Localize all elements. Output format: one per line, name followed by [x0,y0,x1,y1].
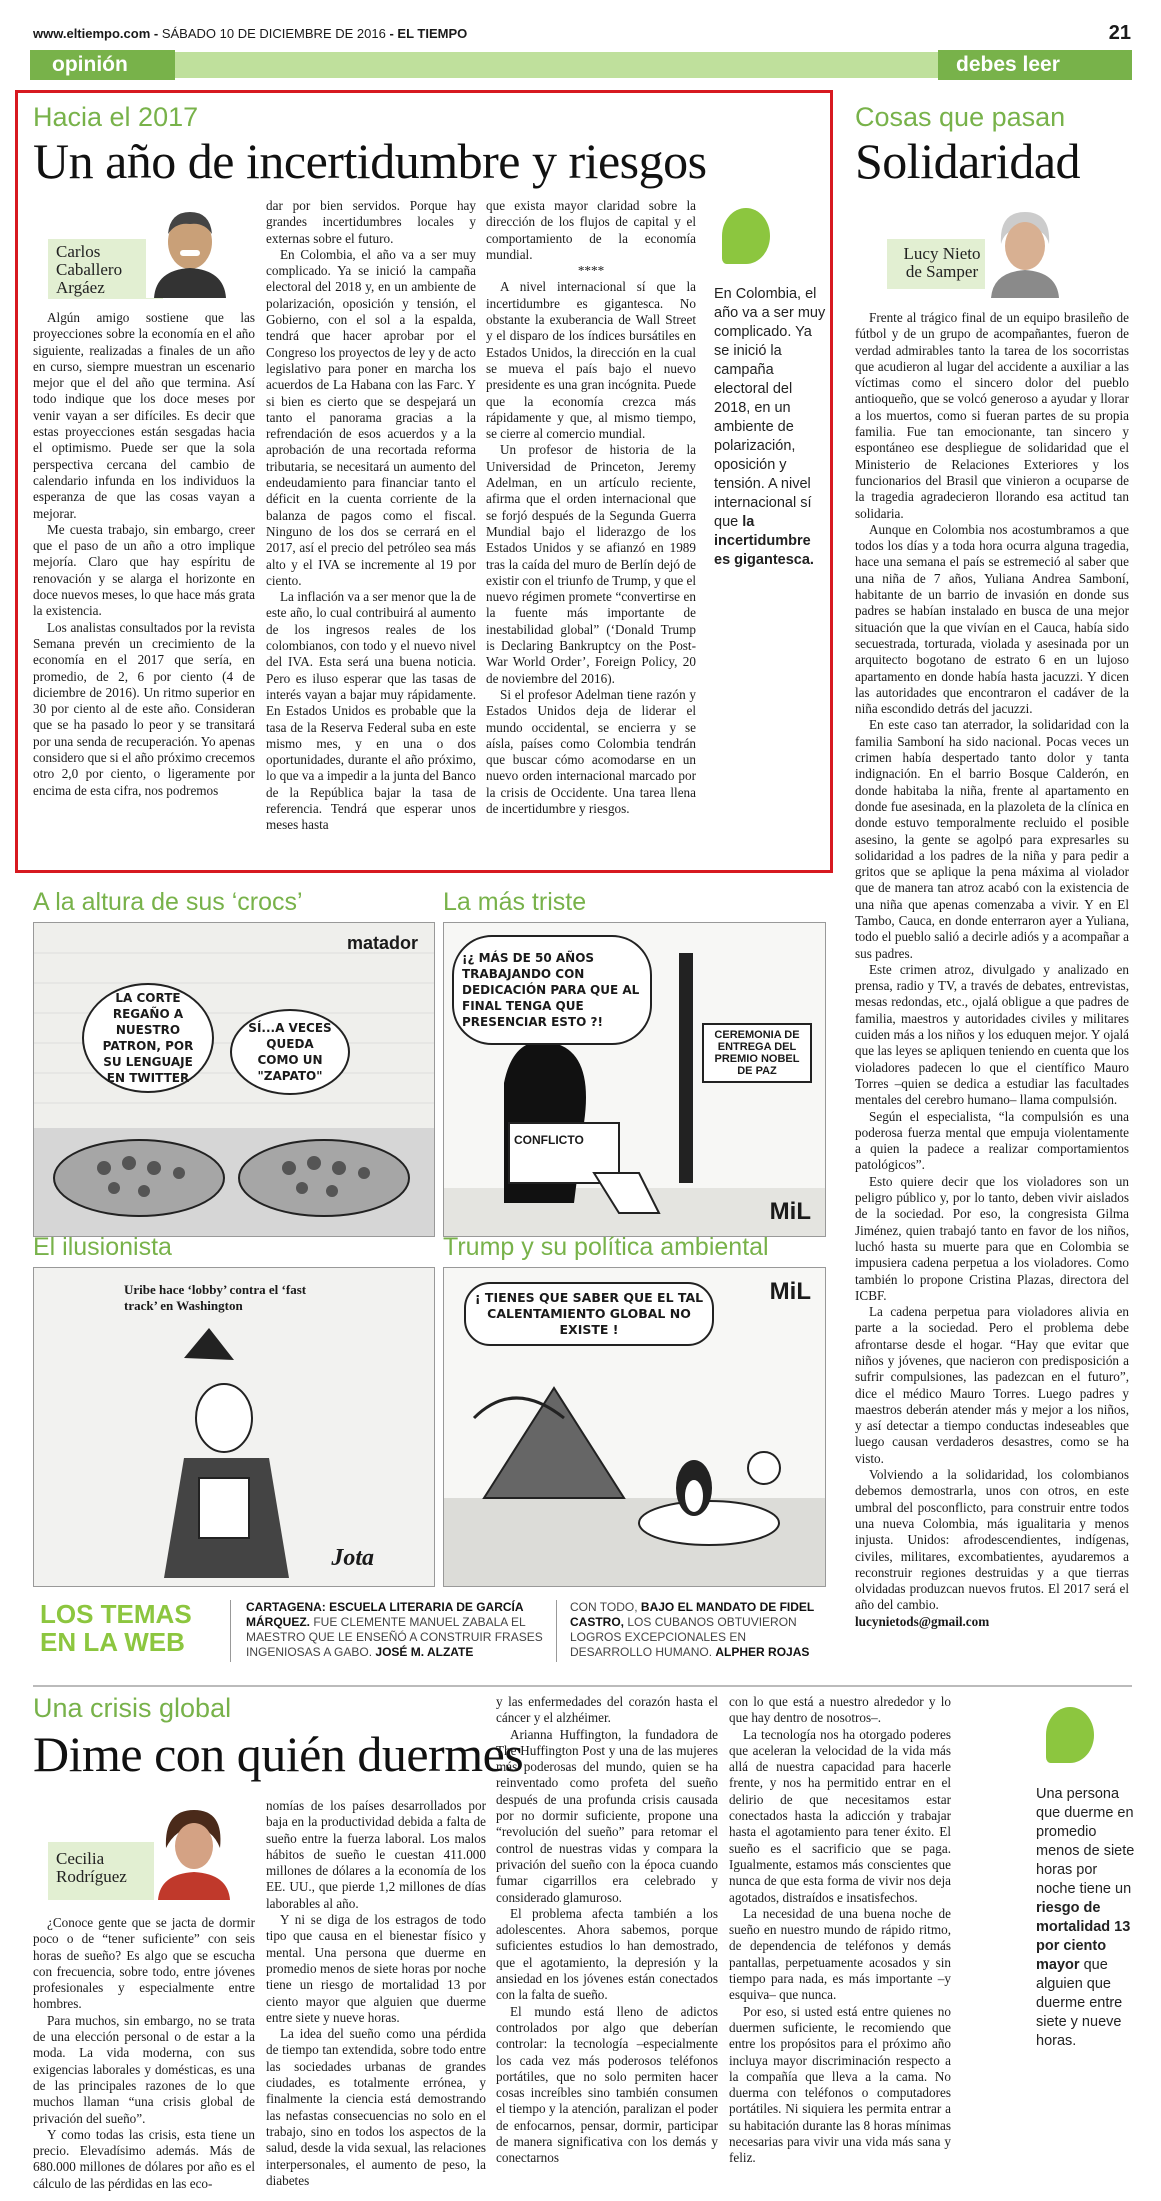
article3-column-3 [496,1694,718,2167]
paragraph: Arianna Huffington, la fundadora de The Huffington Post y una de las mujeres más poderosas del mundo, quien se ha reinventado como profeta del sueño después de una profunda crisis causada por no dormir suficiente, propone una “revolución del sueño” para retomar el control de nuestras vidas y compara la privación del sueño con la época cuando fumar cigarrillos era celebrado y considerado glamuroso. [496,1726,718,1905]
web-topic-link-2[interactable] [570,1600,825,1660]
cartoonist-signature: matador [346,933,418,953]
topic-author: JOSÉ M. ALZATE [375,1645,474,1659]
section-rule [33,1685,1132,1687]
paragraph: En este caso tan aterrador, la solidaridad con la familia Samboní ha sido nacional. Pocas veces un crimen había despertado tanto dolor y tanta indignación. En el barrio Bosque Calderón, en donde habitaba la niña, frente al apartamento en donde fue asesinada, en la plazoleta de la clínica en donde estuvo temporalmente recluido el posible asesino, la gente se agolpó para expresarles su solidaridad a los padres de la niña y para pedir a gritos que se aplique la pena máxima al violador que de manera tan atroz acabó con la existencia de una niña que apenas comenzaba a vivir. Y en El Tambo, Cauca, en donde enterraron ayer a Yuliana, todo el pueblo salió a decirle adiós y a acompañar a sus padres. [855,717,1129,961]
article3-column-1 [33,1915,255,2192]
cartoon-ilusionista [33,1267,435,1587]
paragraph: Me cuesta trabajo, sin embargo, creer que el paso de un año a otro implique mejoría. Claro que hay espíritu de renovación y se alarga el horizonte en doce nuevos meses, lo que hace más grata la existencia. [33,521,255,619]
topic-headline: CARTAGENA: ESCUELA LITERARIA DE GARCÍA MÁRQUEZ. [246,1600,524,1629]
pull-quote-text: que alguien que duerme entre siete y nueve horas. [1036,1957,1123,2049]
paragraph: Esto quiere decir que los violadores son un peligro público y, por lo tanto, deben vivir aislados de la sociedad. Por eso, la congresista Gilma Jiménez, quien trabajó tanto en favor de los niños, luchó hasta su muerte para que en Colombia se impusiera cadena perpetua a los violadores. Como también lo propone Cristina Plazas, directora del ICBF. [855,1173,1129,1303]
speech-bubble: SÍ...A VECES QUEDA COMO UN "ZAPATO" [230,1009,350,1095]
paragraph: En Colombia, el año va a ser muy complicado. Ya se inició la campaña electoral del 2018 y, en un ambiente de polarización, oposición y tensión, el Gobierno, con el sol a la espalda, tendrá que hacer aprobar por el Congreso los proyectos de ley y de acto legislativo para poner en marcha los acuerdos de La Habana con las Farc. Y si bien es cierto que se despejará un tanto el panorama gracias a la refrendación de esos acuerdos y a la aprobación de una recortada reforma tributaria, se necesitará un aumento del endeudamiento para financiar tanto el déficit en la cuenta corriente de la balanza de pagos como el fiscal. Ninguno de los dos se cerrará en el 2017, así el precio del petróleo sea más alto y el IVA se incremente al 19 por ciento. [266,246,476,588]
author-portrait-icon [146,198,230,298]
cartoon1-title: A la altura de sus ‘crocs’ [33,888,303,916]
paragraph: Un profesor de historia de la Universidad de Princeton, Jeremy Adelman, en un artículo reciente, afirma que el orden internacional que se forjó después de la Segunda Guerra Mundial bajo el liderazgo de los Estados Unidos y se afianzó en 1989 tras la caída del muro de Berlín dejó de existir con el triunfo de Trump, y que el nuevo régimen promete “convertirse en la fuente más importante de inestabilidad global” (‘Donald Trump is Declaring Bankruptcy on the Post-War World Order’, Foreign Policy, 20 de noviembre del 2016). [486,442,696,686]
web-topic-link-1[interactable] [246,1600,546,1660]
article1-kicker: Hacia el 2017 [33,102,199,132]
paragraph: Frente al trágico final de un equipo brasileño de fútbol y de un grupo de acompañantes, fueron de verdad admirables tanto la tarea de los socorristas que acudieron al lugar del accidente a auxiliar a las víctimas como el sincero dolor del pueblo antioqueño, que se volcó generoso a ayudar y llorar a los muertos, como si fueran partes de su propia familia. Fue tan emocionante, tan sincero y espontáneo ese despliegue de solidaridad que el Ministerio de Relaciones Exteriores y los funcionarios del Brasil que vinieron a ocuparse de la tragedia agradecieron llorando esa actitud tan solidaria. [855,310,1129,521]
paragraph: Este crimen atroz, divulgado y analizado en prensa, radio y TV, a través de debates, entrevistas, mesas redondas, etc., ojalá obligue a que padres de familia, maestros y autoridades civiles y militares cuiden más a los niños y los eduquen mejor. Y ojalá que las leyes se apliquen teniendo en cuenta que los violadores padecen lo que el científico Mauro Torres –quien se dedica a estudiar las facultades mentales del cerebro humano– llama compulsión. [855,961,1129,1108]
paragraph: Los analistas consultados por la revista Semana prevén un crecimiento de la economía en el 2017 que sería, en promedio, de 2, 6 por ciento (4 de diciembre de 2016). Un ritmo superior en 30 por ciento al de este año. Consideran que se ha pasado lo peor y se transitará por una senda de recuperación. Yo apenas considero que si el año próximo crecemos otro 2,0 por ciento, o ligeramente por encima de esta cifra, nos podremos [33,619,255,798]
cartoon2-title: La más triste [443,888,587,916]
crocs-drawing [34,923,434,1236]
pull-quote-bold: la incertidumbre es gigantesca. [714,514,814,568]
pull-quote-bold: riesgo de mortalidad 13 por ciento mayor [1036,1900,1131,1973]
page-number: 21 [1108,22,1131,44]
ilusionista-drawing [34,1268,434,1586]
author3-photo [154,1798,232,1900]
cartoonist-signature: MiL [769,1198,811,1225]
article2-body [855,310,1129,1630]
paragraph: Algún amigo sostiene que las proyecciones sobre la economía en el año siguiente, realizadas a finales de un año en curso, siempre muestran un escenario mejor que el del año que termina. Así todo indique que los doce meses por venir vayan a ser difíciles. Es decir que estas proyecciones están sesgadas hacia el optimismo. Puede ser que la sola perspectiva cercana del cambio de calendario infunda en los individuos la esperanza de que las cosas vayan a mejorar. [33,310,255,521]
web-topics-label: LOS TEMAS EN LA WEB [40,1599,192,1657]
paragraph: La cadena perpetua para violadores alivia en parte a la sociedad. Pero el problema debe afrontarse desde el hogar. “Hay que evitar que niños y jóvenes, que nacieron con predisposición a sufrir compulsiones, las padezcan en el futuro”, dice el médico Mauro Torres. Luego padres y maestros deberán atender más y mejor a los niños, y así detectar a tiempo conductas indeseables que luego causan verdaderos desastres, como se ha visto. [855,1304,1129,1466]
cartoon-caption: Uribe hace ‘lobby’ contra el ‘fast track’ en Washington [124,1282,307,1313]
article2-title: Solidaridad [855,133,1081,189]
author-portrait-icon [985,200,1065,298]
topic-author: ALPHER ROJAS [715,1645,810,1659]
paragraph: nomías de los países desarrollados por baja en la productividad debida a falta de sueño entre la fuerza laboral. Los malos hábitos de sueño le cuestan 411.000 millones de dólares a la economía de los EE. UU., que pierde 1,2 millones de días laborables al año. [266,1798,486,1911]
article1-column-1 [33,310,255,799]
pull-quote-text: En Colombia, el año va a ser muy complicado. Ya se inició la campaña electoral del 2018, en un ambiente de polarización, oposición y tensión. A nivel internacional sí que [714,286,826,530]
quote-mark-icon [1046,1707,1094,1763]
paragraph: La necesidad de una buena noche de sueño en nuestro mundo de rápido ritmo, de dependencia de teléfonos y demás pantallas, perpetuamente acosados y sin tiempo para nada, es más importante –y esquiva– que nunca. [729,1905,951,2003]
paragraph: que exista mayor claridad sobre la dirección de los flujos de capital y el comportamiento de la economía mundial. [486,198,696,262]
header-date: SÁBADO 10 DE DICIEMBRE DE 2016 [161,26,386,41]
topic-headline: BAJO EL MANDATO DE FIDEL CASTRO, [570,1600,815,1629]
topic-text: LOS CUBANOS OBTUVIERON LOGROS EXCEPCIONALES EN DESARROLLO HUMANO. [570,1615,797,1659]
debes-leer-label: debes leer [956,53,1060,76]
paragraph: La inflación va a ser menor que la de este año, lo cual contribuirá al aumento de los ingresos reales de los colombianos, con todo y el nuevo nivel del IVA. Esta será una buena noticia. Pero es iluso esperar que las tasas de interés vayan a bajar muy rápidamente. En Estados Unidos es probable que la tasa de la Reserva Federal suba en este mismo mes, y en una o dos oportunidades, durante el año próximo, lo que va a impedir a la junta del Banco de la República bajar la tasa de referencia. Tendrá que esperar unos meses hasta [266,589,476,833]
article1-column-3 [486,198,696,817]
article3-author: Cecilia Rodríguez [48,1842,163,1900]
cartoonist-signature: Jota [331,1545,374,1571]
paragraph: La tecnología nos ha otorgado poderes que aceleran la velocidad de la vida más allá de nuestra capacidad para hacerle frente, y nos ha permitido entrar en el delirio de que necesitamos estar conectados hasta la adicción y trabajar hasta el agotamiento para tener éxito. El sueño es el sacrificio que se paga. Igualmente, estamos más conscientes que nunca de que esta forma de vivir nos deja agotados, distraídos e insatisfechos. [729,1726,951,1905]
paragraph: Aunque en Colombia nos acostumbramos a que todos los días y a toda hora ocurra alguna tragedia, hace una semana el país se estremeció al saber que una niña de 7 años, Yuliana Andrea Samboní, habitante de un barrio de invasión en donde sus padres se habían instalado en busca de una mejor situación que la que vivían en el Cauca, había sido secuestrada, torturada, violada y asesinada por un arquitecto bogotano de estrato 6 en un lujoso apartamento en donde había hasta jacuzzi. Y dicen las autoridades que encontraron el cadáver de la niña escondido detrás del jacuzzi. [855,521,1129,717]
asterisks: **** [577,263,605,279]
paragraph: Y como todas las crisis, esta tiene un precio. Elevadísimo además. Más de 680.000 millones de dólares por año es el cálculo de las pérdidas en las eco- [33,2126,255,2191]
article1-column-2 [266,198,476,834]
paragraph: El problema afecta también a los adolescentes. Ahora sabemos, porque suficientes estudios lo han demostrado, que el agotamiento, la depresión y la ansiedad en los jóvenes están conectados con la falta de sueño. [496,1905,718,2003]
paragraph: Según el especialista, “la compulsión es una poderosa fuerza mental que empuja violentamente a quien la padece a realizar comportamientos patológicos”. [855,1108,1129,1173]
paragraph: A nivel internacional sí que la incertidumbre es gigantesca. No obstante la exuberancia de Wall Street y el disparo de los índices bursátiles en Estados Unidos, la dirección en la cual se mueva el país bajo el nuevo presidente es una gran incógnita. Puede que la economía crezca más rápidamente y que, al mismo tiempo, se cierre al comercio mundial. [486,279,696,442]
paragraph: Por eso, si usted está entre quienes no duermen suficiente, le recomiendo que entre los propósitos para el próximo año incluya mayor discriminación respecto a la compañía que lleva a la cama. No duerma con teléfonos o computadores portátiles. Ni siquiera les permita entrar a su habitación durante las 8 horas mínimas necesarias para vivir una vida más sana y feliz. [729,2003,951,2166]
paragraph: La idea del sueño como una pérdida de tiempo tan extendida, sobre todo entre las sociedades urbanas de grandes ciudades, es totalmente errónea, y finalmente la ciencia está demostrando las nefastas consecuencias no solo en el trabajo, sino en todos los aspectos de la salud, desde la vida sexual, las relaciones interpersonales, el aumento de peso, la diabetes [266,2026,486,2188]
author-email[interactable]: lucynietods@gmail.com [855,1613,990,1629]
paragraph: ¿Conoce gente que se jacta de dormir poco o de “tener suficiente” con seis horas de sueño? Es algo que se escucha con frecuencia, sobre todo, entre jóvenes profesionales y especialmente entre hombres. [33,1915,255,2012]
cartoon-crocs [33,922,435,1237]
paragraph: con lo que está a nuestro alrededor y lo que hay dentro de nosotros–. [729,1694,951,1726]
speech-bubble: LA CORTE REGAÑO A NUESTRO PATRON, POR SU LENGUAJE EN TWITTER [82,983,214,1093]
conflict-box-label: CONFLICTO [514,1133,584,1147]
author-photo [146,198,230,298]
ceremony-sign: CEREMONIA DE ENTREGA DEL PREMIO NOBEL DE PAZ [702,1023,812,1083]
divider [230,1600,231,1662]
article3-column-2 [266,1798,486,2189]
divider [556,1600,557,1662]
paragraph: Volviendo a la solidaridad, los colombianos debemos demostrarla, unos con otros, en este umbral del posconflicto, para construir entre todos una nueva Colombia, más igualitaria y menos injusta. Unidos: afrodescendientes, indígenas, civiles, militares, excombatientes, ayudaremos a reconstruir regiones destruidas y a que tierras olvidadas produzcan nuevos frutos. El 2017 será el año del cambio. [855,1467,1129,1613]
debes-leer-tab [938,50,1132,80]
article1-title: Un año de incertidumbre y riesgos [33,133,707,189]
pull-quote-text: Una persona que duerme en promedio menos de siete horas por noche tiene un [1036,1786,1135,1897]
cartoon4-title: Trump y su política ambiental [443,1233,769,1261]
paper-name: EL TIEMPO [397,26,468,41]
author-portrait-icon [154,1798,232,1900]
speech-bubble: ¡ TIENES QUE SABER QUE EL TAL CALENTAMIENTO GLOBAL NO EXISTE ! [464,1282,714,1346]
article3-column-4 [729,1694,951,2167]
section-label: opinión [52,53,128,76]
quote-mark-icon [722,208,770,264]
paragraph: El mundo está lleno de adictos controlados por algo que deberían controlar: la tecnología –especialmente los cada vez más poderosos teléfonos portátiles, que no solo permiten hacer cosas increíbles sino también consumen el tiempo y la atención, paralizan el poder de enfocarnos, pensar, dormir, participar de manera significativa con los demás y conectarnos [496,2003,718,2166]
author2-photo [985,200,1065,298]
article2-kicker: Cosas que pasan [855,102,1066,132]
site-url[interactable]: www.eltiempo.com [33,26,151,41]
section-tab [30,50,175,80]
pull-quote-1 [714,285,826,570]
paragraph: y las enfermedades del corazón hasta el cáncer y el alzhéimer. [496,1694,718,1726]
article3-title: Dime con quién duermes [33,1726,524,1782]
article2-author: Lucy Nieto de Samper [887,239,997,289]
pull-quote-2 [1036,1785,1136,2051]
speech-bubble: ¡¿ MÁS DE 50 AÑOS TRABAJANDO CON DEDICACIÓN PARA QUE AL FINAL TENGA QUE PRESENCIAR ESTO ?! [452,935,652,1045]
article3-kicker: Una crisis global [33,1693,232,1723]
paragraph: Y ni se diga de los estragos de todo tipo que causa en el bienestar físico y mental. Una persona que duerme en promedio menos de siete horas por noche tiene un riesgo de mortalidad 13 por ciento mayor que alguien que duerme entre siete y nueve horas. [266,1912,486,2025]
paragraph: Si el profesor Adelman tiene razón y Estados Unidos deja de liderar el mundo occidental, se encierra y se aísla, países como Colombia tendrán que buscar cómo acomodarse en un nuevo orden internacional marcado por la crisis de Occidente. Una tarea llena de incertidumbre y riesgos. [486,686,696,816]
topic-text: FUE CLEMENTE MANUEL ZABALA EL MAESTRO QUE LE ENSEÑÓ A CONSTRUIR FRASES INGENIOSAS A GABO. [246,1615,543,1659]
cartoon3-title: El ilusionista [33,1233,172,1261]
paragraph: Para muchos, sin embargo, no se trata de una elección personal o de estar a la moda. La vida moderna, con sus exigencias laborales y domésticas, es una de las principales razones de lo que muchos llaman “una crisis global de privación del sueño”. [33,2012,255,2126]
masthead: www.eltiempo.com - SÁBADO 10 DE DICIEMBRE DE 2016 - EL TIEMPO [33,26,468,41]
cartoon-nobel [443,922,826,1237]
cartoon-trump [443,1267,826,1587]
article1-author: Carlos Caballero Argáez [48,239,163,299]
paragraph: dar por bien servidos. Porque hay grandes incertidumbres locales y externas sobre el futuro. [266,198,476,246]
cartoonist-signature: MiL [769,1278,811,1305]
topic-pre: CON TODO, [570,1600,638,1614]
